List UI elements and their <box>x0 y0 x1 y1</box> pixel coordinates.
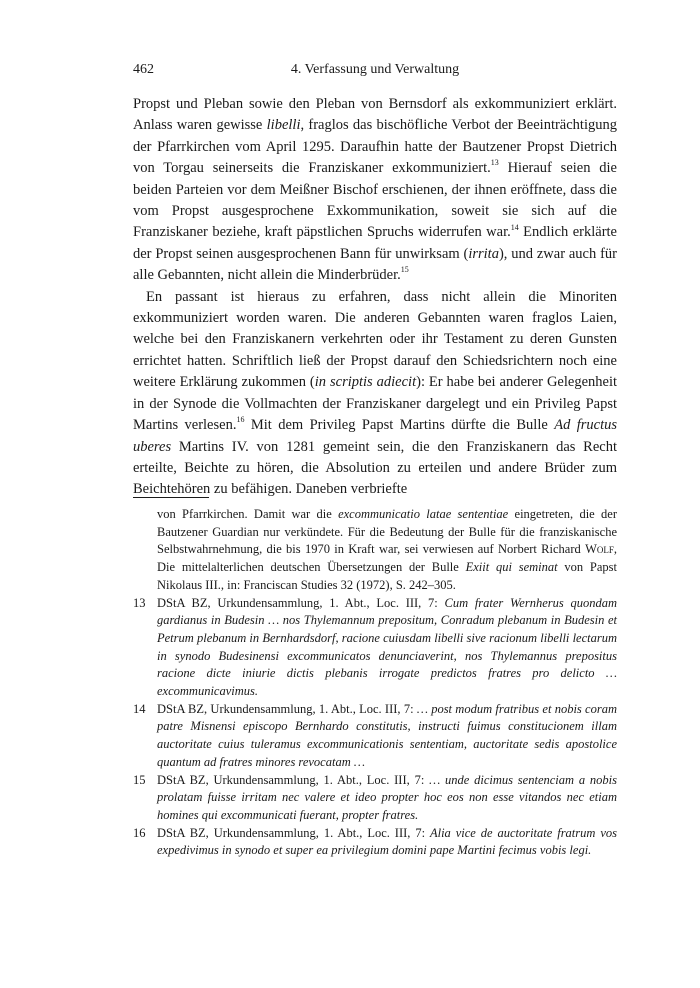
text-run: En passant ist hieraus zu erfahren, dass nicht allein die Minoriten exkommuniziert worden waren. Die anderen Gebannten waren fraglos Laien, welche bei den Franziskanern verkehrten oder ihr Testament zu deren Gunsten errichtet hatten. Schriftlich ließ der Propst darauf den Schiedsrichtern noch eine weitere Erklärung zukommen ( <box>133 288 617 391</box>
footnote-13 <box>133 595 617 701</box>
text-run: Martins IV. von 1281 gemeint sein, die den Franziskanern das Recht erteilte, Beichte zu hören, die Absolution zu erteilen und andere Brüder zum Beichtehören zu befähigen. Daneben verbriefte <box>133 438 617 498</box>
italic-term: libelli <box>266 117 301 134</box>
main-text <box>133 94 617 501</box>
footnote-text <box>157 595 617 701</box>
footnote-15 <box>133 772 617 825</box>
italic-term: Exiit qui seminat <box>465 560 558 575</box>
footnote-separator <box>133 497 209 498</box>
footnote-14 <box>133 701 617 772</box>
footnote-quote: Alia vice de auctoritate fratrum vos expedivimus in synodo et super ea privilegium domini pape Martini fecimus vobis legi. <box>157 825 617 858</box>
footnote-source: DStA BZ, Urkundensammlung, 1. Abt., Loc. III, 7: <box>157 701 417 716</box>
italic-term: in scriptis adiecit <box>314 374 417 391</box>
footnote-quote: … post modum fratribus et nobis coram patre Misnensi episcopo Bernhardo constitutis, instructi fuimus constitucionem illam auctoritate cuius tuleramus excommunicationis sententiam, auctoritate sedis apostolice quantum ad fratres minores revocatam … <box>157 701 617 769</box>
text-run: Propst und Pleban sowie den Pleban von Bernsdorf als exkommuniziert erklärt. Anlass waren gewisse <box>133 96 617 134</box>
footnote-ref-14[interactable]: 14 <box>510 222 519 232</box>
footnote-quote: Cum frater Wernherus quondam gardianus in Budesin … nos Thylemannum prepositum, Conradum plebanum in Budesin et Petrum plebanum in Bernhardsdorf, racione cuiusdam libelli sive racionum libelli lectarum in synodo Budesinensi excommunicatos denunciaverint, nos Thylemannus prepositus racione dicte iniurie dictis plebanis irrogate predictos fratres pro delicto … excommunicavimus. <box>157 595 617 699</box>
text-run: , Die mittelalterlichen deutschen Übersetzungen der Bulle <box>157 542 617 575</box>
footnote-ref-13[interactable]: 13 <box>490 158 499 168</box>
author-name: Wolf <box>585 542 614 557</box>
paragraph-2 <box>133 287 617 501</box>
running-title: 4. Verfassung und Verwaltung <box>290 62 460 77</box>
text-run: Hierauf seien die beiden Parteien vor dem Meißner Bischof erschienen, der ihnen eröffnete, dass die vom Propst ausgesprochene Exkommunikation, soweit sie sich auf die Franziskaner beziehe, kraft päpstlichen Spruchs widerrufen war. <box>133 160 617 241</box>
footnote-number: 14 <box>133 701 146 716</box>
footnote-text <box>157 825 617 860</box>
text-run: ): Er habe bei anderer Gelegenheit in der Synode die Vollmachten der Franziskaner dargelegt und ein Privileg Papst Martins verlesen. <box>133 374 618 434</box>
footnote-ref-16[interactable]: 16 <box>236 415 245 425</box>
page-number: 462 <box>133 62 154 77</box>
text-run: von Pfarrkirchen. Damit war die <box>157 507 339 521</box>
footnote-number: 15 <box>133 772 146 787</box>
page-header <box>133 62 617 82</box>
footnotes <box>133 506 617 860</box>
text-run: eingetreten, die der Bautzener Guardian nur verkündete. Für die Bedeutung der Bulle für die franziskanische Selbstwahrnehmung, die bis 1970 in Kraft war, sei verwiesen auf Norbert Richard <box>157 507 617 557</box>
paragraph-1 <box>133 94 617 287</box>
footnote-source: DStA BZ, Urkundensammlung, 1. Abt., Loc. III, 7: <box>157 595 445 610</box>
text-run: ), und zwar auch für alle Gebannten, nicht allein die Minderbrüder. <box>133 245 617 284</box>
italic-term: irrita <box>468 245 499 262</box>
text-run: , fraglos das bischöfliche Verbot der Beeinträchtigung der Pfarrkirchen vom April 1295. Daraufhin hatte der Bautzener Propst Dietrich von Torgau seinerseits die Franziskaner exkommuniziert. <box>133 117 617 177</box>
text-run: Endlich erklärte der Propst seinen ausgesprochenen Bann für unwirksam ( <box>133 224 617 262</box>
footnote-quote: … unde dicimus sentenciam a nobis prolatam fuisse irritam nec valere et ideo propter hoc eos non esse vitandos nec etiam homines qui excommunicati fuerant, propter fratres. <box>157 772 617 822</box>
footnote-text <box>157 701 617 772</box>
text-run: von Papst Nikolaus III., in: Franciscan Studies 32 (1972), S. 242–305. <box>157 560 617 592</box>
italic-term: excommunicatio latae sententiae <box>338 507 509 521</box>
footnote-source: DStA BZ, Urkundensammlung, 1. Abt., Loc. III, 7: <box>157 772 430 787</box>
italic-term: Ad fructus uberes <box>133 417 618 455</box>
footnote-number: 13 <box>133 595 146 610</box>
footnote-16 <box>133 825 617 860</box>
text-run: Mit dem Privileg Papst Martins dürfte die Bulle <box>244 417 555 434</box>
footnote-continuation <box>133 506 617 595</box>
footnote-ref-15[interactable]: 15 <box>400 265 409 275</box>
footnote-text <box>157 772 617 825</box>
footnote-number: 16 <box>133 825 146 840</box>
footnote-source: DStA BZ, Urkundensammlung, 1. Abt., Loc. III, 7: <box>157 825 430 840</box>
